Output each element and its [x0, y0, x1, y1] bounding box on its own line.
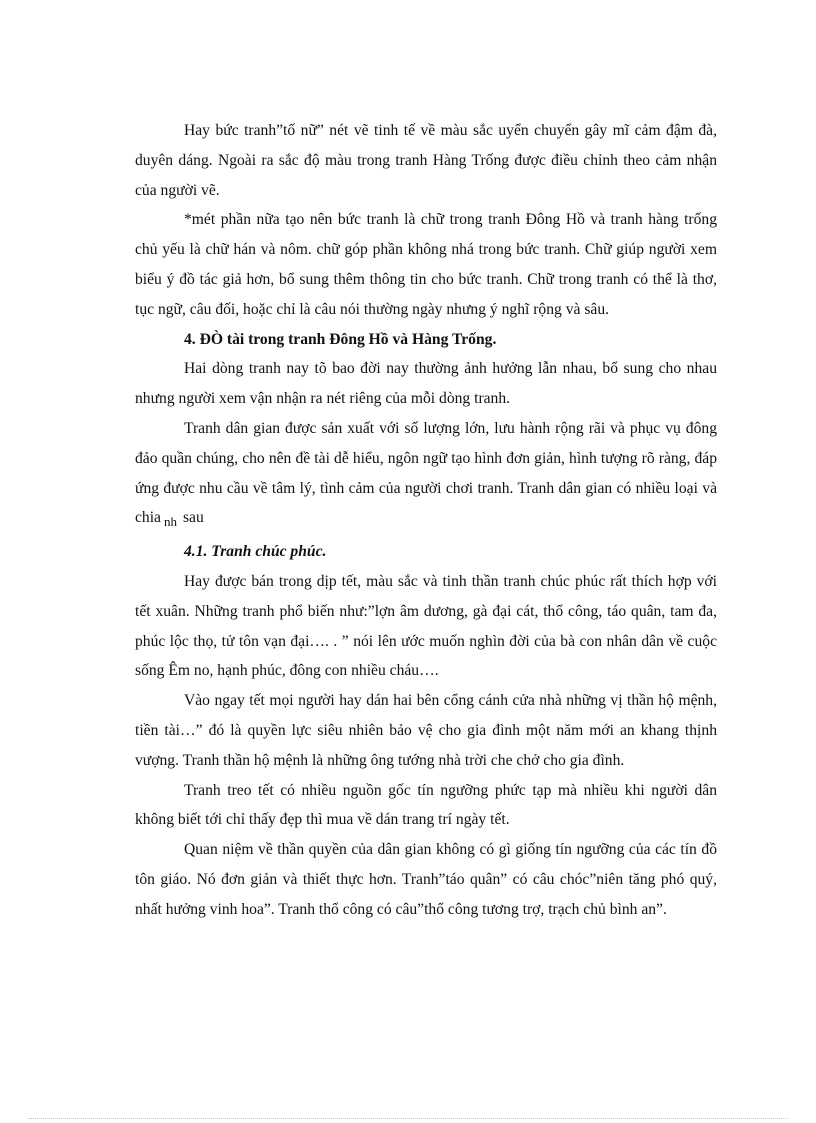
- paragraph-beliefs: Tranh treo tết có nhiều nguồn gốc tín ngưỡng phức tạp mà nhiều khi người dân không biết tới chỉ thấy đẹp thì mua về dán trang trí ngày tết.: [135, 781, 717, 829]
- paragraph-trailing-text: sau: [182, 509, 204, 527]
- paragraph-divine-power: Quan niệm về thần quyền của dân gian không có gì giống tín ngưỡng của các tín đồ tôn giáo. Nó đơn giản và thiết thực hơn. Tranh”táo quân” có câu chóc”niên tăng phó quý, nhất hưởng vinh hoa”. Tranh thổ công có câu”thổ công tương trợ, trạch chủ bình an”.: [135, 841, 717, 918]
- section-heading-4: 4. ĐÒ tài trong tranh Đông Hồ và Hàng Trống.: [184, 330, 497, 348]
- paragraph-text-in-paintings: *mét phần nữa tạo nên bức tranh là chữ trong tranh Đông Hồ và tranh hàng trống chủ yếu là chữ hán và nôm. chữ góp phần không nhá trong bức tranh. Chữ giúp người xem biểu ý đồ tác giả hơn, bổ sung thêm thông tin cho bức tranh. Chữ trong tranh có thể là thơ, tục ngữ, câu đối, hoặc chỉ là câu nói thường ngày nhưng ý nghĩ rộng và sâu.: [135, 211, 717, 318]
- section-heading-4-1: 4.1. Tranh chúc phúc.: [184, 543, 327, 561]
- document-body: [135, 116, 717, 925]
- page-bottom-divider: [28, 1118, 788, 1119]
- paragraph-to-nu-painting: Hay bức tranh”tố nữ” nét vẽ tinh tế về màu sắc uyển chuyển gây mĩ cảm đậm đà, duyên dáng. Ngoài ra sắc độ màu trong tranh Hàng Trống được điều chỉnh theo cảm nhận của người vẽ.: [135, 122, 717, 199]
- paragraph-folk-painting-production: [135, 414, 717, 537]
- subscript-fragment: nh: [163, 514, 177, 530]
- paragraph-two-schools: Hai dòng tranh nay tõ bao đời nay thường ảnh hưởng lẫn nhau, bổ sung cho nhau nhưng người xem vận nhận ra nét riêng của mỗi dòng tranh.: [135, 360, 717, 408]
- paragraph-tet-paintings: Hay được bán trong dịp tết, màu sắc và tinh thần tranh chúc phúc rất thích hợp với tết xuân. Những tranh phổ biến như:”lợn âm dương, gà đại cát, thổ công, táo quân, tam đa, phúc lộc thọ, tử tôn vạn đại…. . ” nói lên ước muốn nghìn đời của bà con nhân dân về cuộc sống Êm no, hạnh phúc, đông con nhiều cháu….: [135, 572, 717, 680]
- paragraph-guardian-gods: Vào ngay tết mọi người hay dán hai bên cổng cánh cửa nhà những vị thần hộ mệnh, tiền tài…” đó là quyền lực siêu nhiên bảo vệ cho gia đình một năm mới an khang thịnh vượng. Tranh thần hộ mệnh là những ông tướng nhà trời che chở cho gia đình.: [135, 692, 717, 769]
- paragraph-main-text: Tranh dân gian được sản xuất với số lượng lớn, lưu hành rộng rãi và phục vụ đông đảo quần chúng, cho nên đề tài dễ hiểu, ngôn ngữ tạo hình đơn giản, hình tượng rõ ràng, đáp ứng được nhu cầu về tâm lý, tình cảm của người chơi tranh. Tranh dân gian có nhiều loại và chia: [135, 419, 717, 527]
